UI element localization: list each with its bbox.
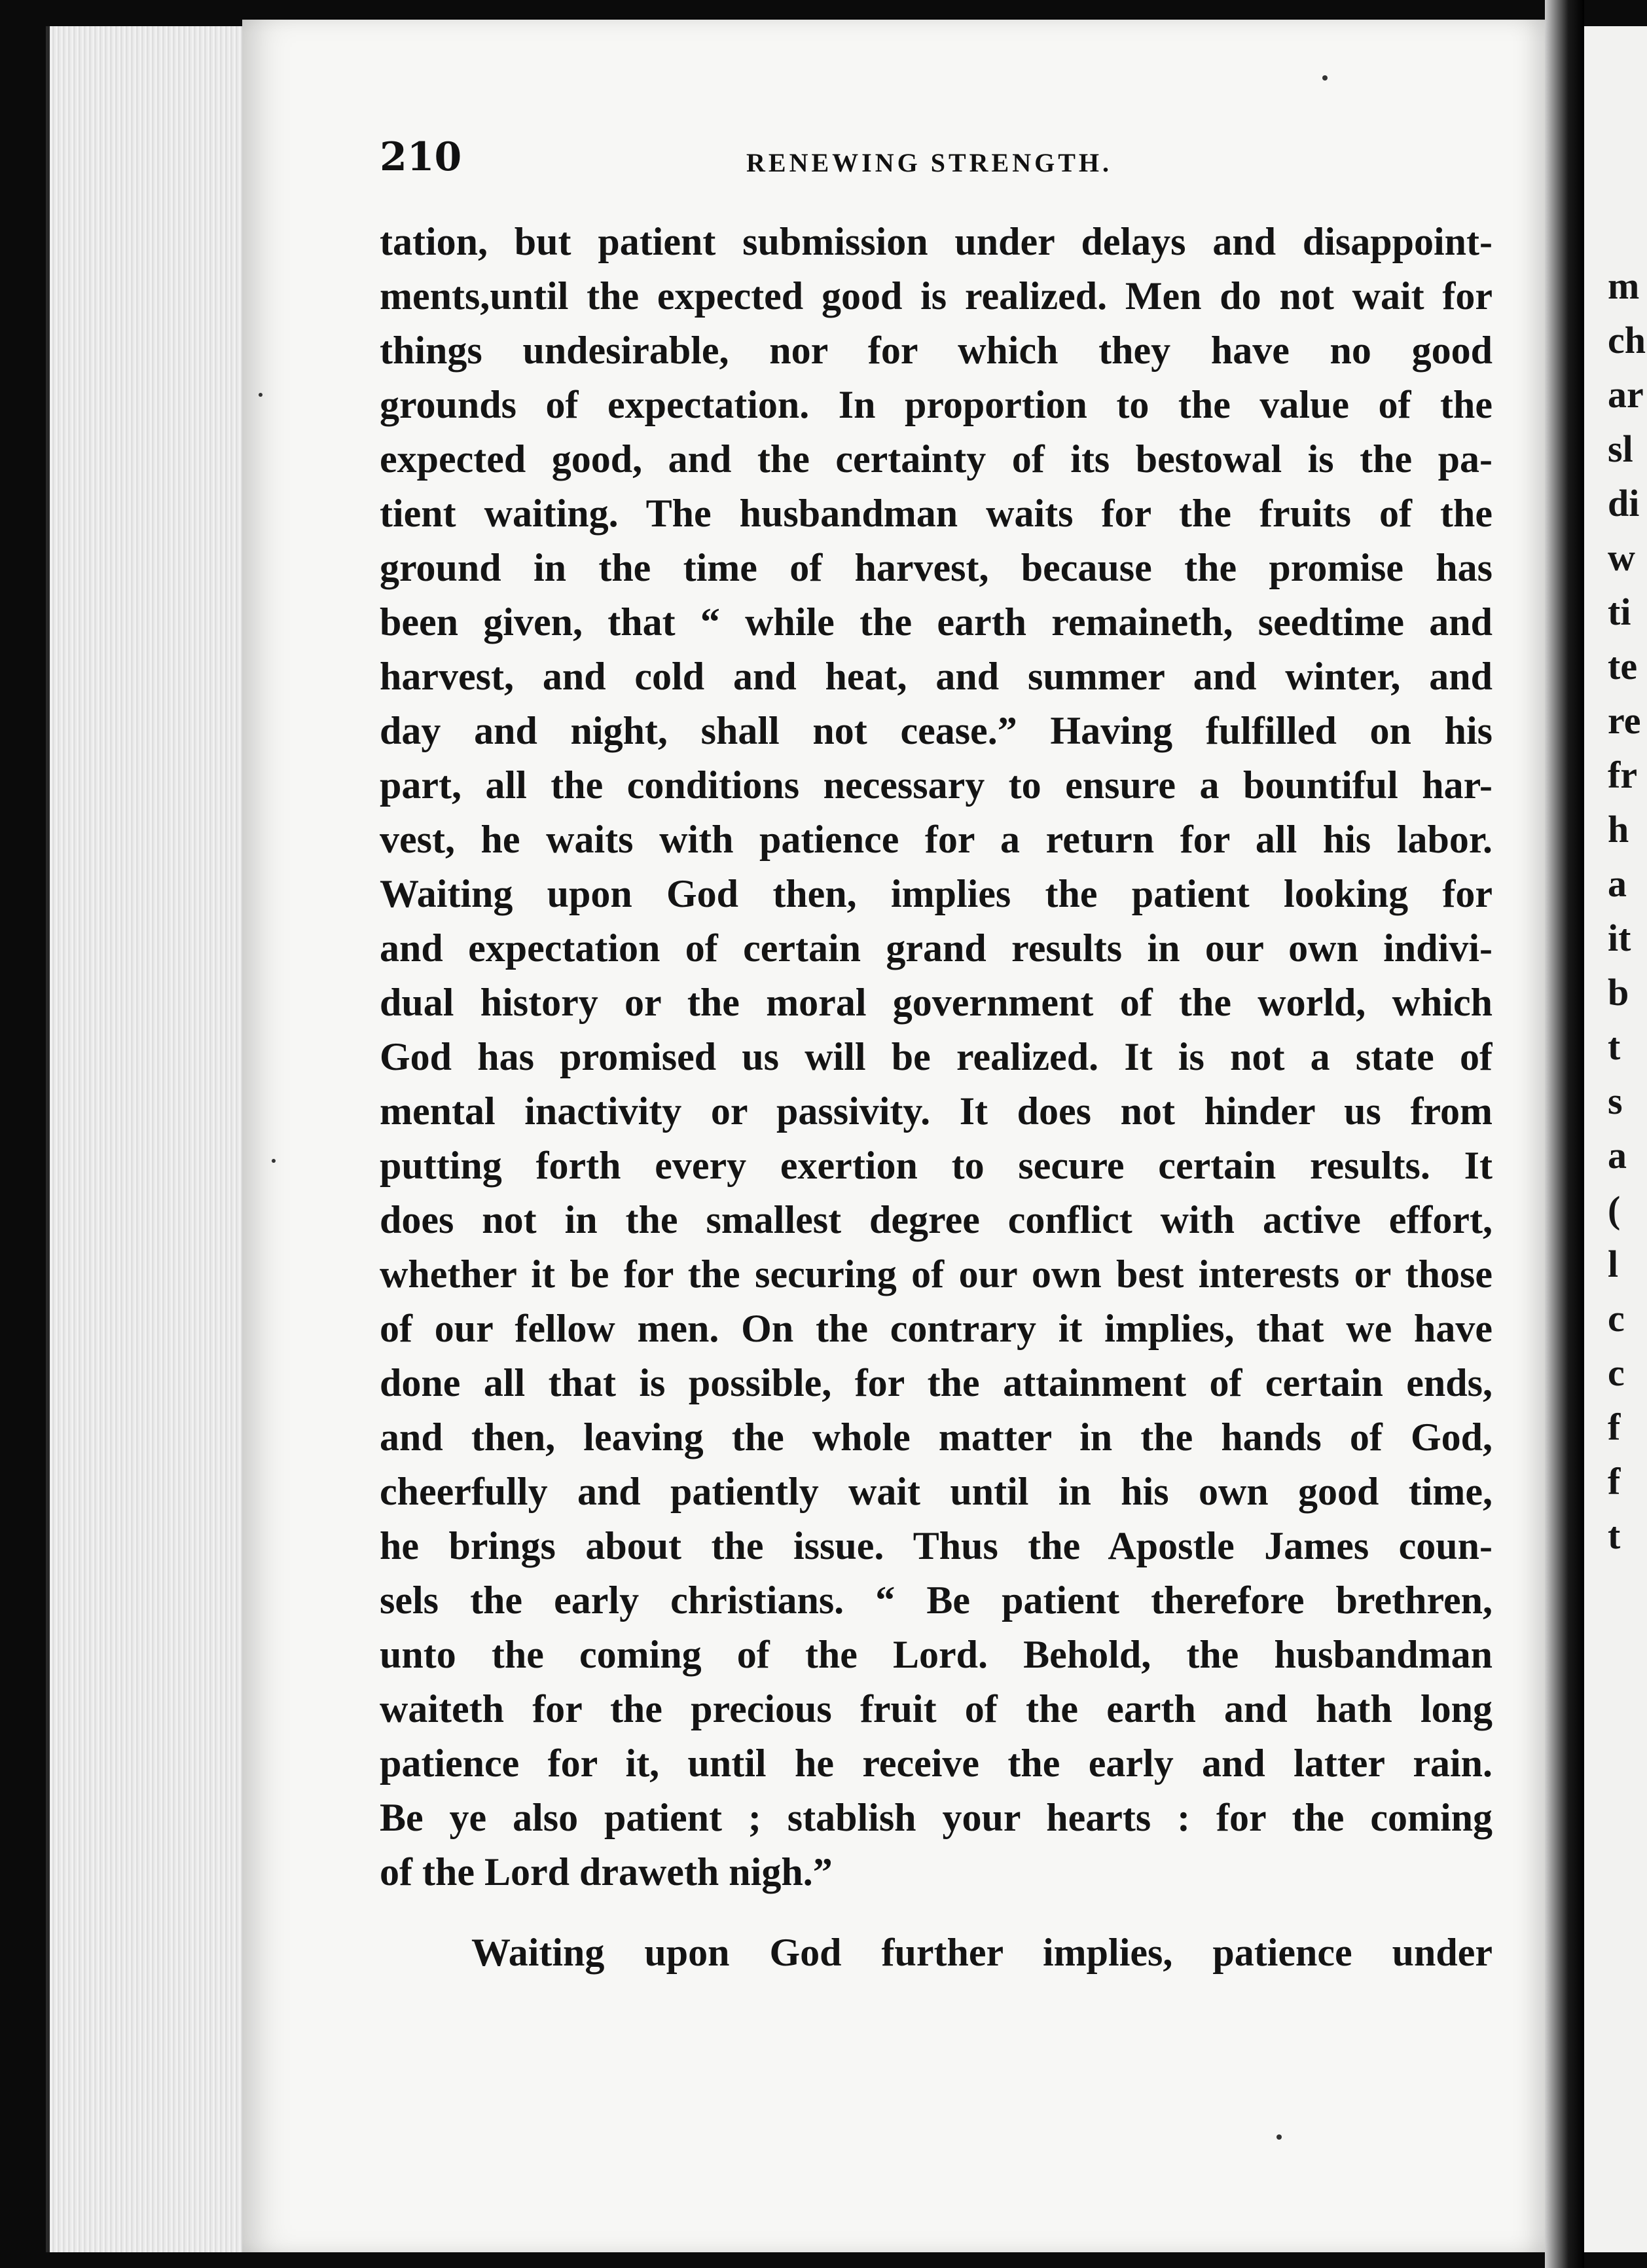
text-line: grounds of expectation. In proportion to the value of the	[380, 383, 1493, 426]
page-number: 210	[380, 134, 462, 180]
ink-speck	[1322, 75, 1328, 81]
facing-page-fragment: l	[1608, 1243, 1619, 1285]
facing-page-fragment: a	[1608, 862, 1627, 905]
facing-page-fragment: t	[1608, 1025, 1621, 1068]
facing-page-fragment: it	[1608, 917, 1631, 959]
text-line: of our fellow men. On the contrary it implies, that we have	[380, 1307, 1493, 1350]
facing-page-fragment: di	[1608, 482, 1640, 524]
facing-page-fragment: ar	[1608, 373, 1644, 416]
facing-page-fragment: ch	[1608, 319, 1646, 361]
text-line: of the Lord draweth nigh.”	[380, 1850, 833, 1893]
page-stack-edges	[46, 26, 246, 2252]
text-line: tation, but patient submission under delays and disappoint-	[380, 220, 1493, 263]
text-line: Be ye also patient ; stablish your hearts : for the coming	[380, 1796, 1493, 1839]
facing-page-fragment: ti	[1608, 591, 1631, 633]
text-line: been given, that “ while the earth remaineth, seedtime and	[380, 600, 1493, 644]
facing-page-fragment: c	[1608, 1297, 1625, 1340]
text-line: he brings about the issue. Thus the Apostle James coun-	[380, 1524, 1493, 1567]
text-line: done all that is possible, for the attainment of certain ends,	[380, 1361, 1493, 1404]
book-page	[242, 20, 1545, 2252]
text-line: putting forth every exertion to secure certain results. It	[380, 1144, 1493, 1187]
text-line: day and night, shall not cease.” Having fulfilled on his	[380, 709, 1493, 752]
ink-speck	[259, 393, 262, 397]
ink-speck	[272, 1159, 276, 1163]
text-line: Waiting upon God then, implies the patient looking for	[380, 872, 1493, 915]
text-line: part, all the conditions necessary to ensure a bountiful har-	[380, 763, 1493, 807]
text-line: harvest, and cold and heat, and summer and winter, and	[380, 655, 1493, 698]
text-line: ments,until the expected good is realized. Men do not wait for	[380, 274, 1493, 318]
text-line: and then, leaving the whole matter in the hands of God,	[380, 1416, 1493, 1459]
facing-page-fragment: re	[1608, 699, 1641, 742]
text-line: mental inactivity or passivity. It does not hinder us from	[380, 1089, 1493, 1133]
facing-page-fragment: b	[1608, 971, 1629, 1014]
text-line: unto the coming of the Lord. Behold, the husbandman	[380, 1633, 1493, 1676]
facing-page-fragment: h	[1608, 808, 1629, 850]
text-line: does not in the smallest degree conflict with active effort,	[380, 1198, 1493, 1241]
text-line: cheerfully and patiently wait until in his own good time,	[380, 1470, 1493, 1513]
text-line: God has promised us will be realized. It is not a state of	[380, 1035, 1493, 1078]
text-line: expected good, and the certainty of its bestowal is the pa-	[380, 437, 1493, 481]
text-line: vest, he waits with patience for a return for all his labor.	[380, 818, 1493, 861]
facing-page-fragment: fr	[1608, 754, 1638, 796]
facing-page-fragment: te	[1608, 645, 1638, 687]
facing-page-fragment: (	[1608, 1188, 1621, 1231]
facing-page-fragment: s	[1608, 1080, 1623, 1122]
running-head	[242, 134, 1545, 187]
ink-speck	[1276, 2134, 1282, 2140]
book-gutter	[1545, 0, 1584, 2268]
facing-page-fragment: t	[1608, 1514, 1621, 1557]
facing-page-fragment: f	[1608, 1460, 1621, 1503]
facing-page-fragment: sl	[1608, 428, 1633, 470]
running-title: RENEWING STRENGTH.	[746, 148, 1112, 177]
facing-page-fragment: m	[1608, 265, 1640, 307]
text-line: and expectation of certain grand results in our own indivi-	[380, 926, 1493, 970]
text-line: whether it be for the securing of our own best interests or those	[380, 1253, 1493, 1296]
facing-page-fragment: w	[1608, 536, 1635, 579]
paragraph-start-line: Waiting upon God further implies, patience under	[471, 1931, 1493, 1974]
text-line: tient waiting. The husbandman waits for the fruits of the	[380, 492, 1493, 535]
text-line: sels the early christians. “ Be patient therefore brethren,	[380, 1579, 1493, 1622]
facing-page-fragment: f	[1608, 1406, 1621, 1448]
body-text	[380, 215, 1493, 1980]
text-line: dual history or the moral government of the world, which	[380, 981, 1493, 1024]
text-line: things undesirable, nor for which they have no good	[380, 329, 1493, 372]
text-line: ground in the time of harvest, because the promise has	[380, 546, 1493, 589]
text-line: waiteth for the precious fruit of the earth and hath long	[380, 1687, 1493, 1730]
facing-page-fragments	[1608, 259, 1647, 1563]
facing-page-fragment: c	[1608, 1351, 1625, 1394]
facing-page-edge	[1584, 26, 1647, 2252]
text-line: patience for it, until he receive the early and latter rain.	[380, 1742, 1493, 1785]
facing-page-fragment: a	[1608, 1134, 1627, 1177]
